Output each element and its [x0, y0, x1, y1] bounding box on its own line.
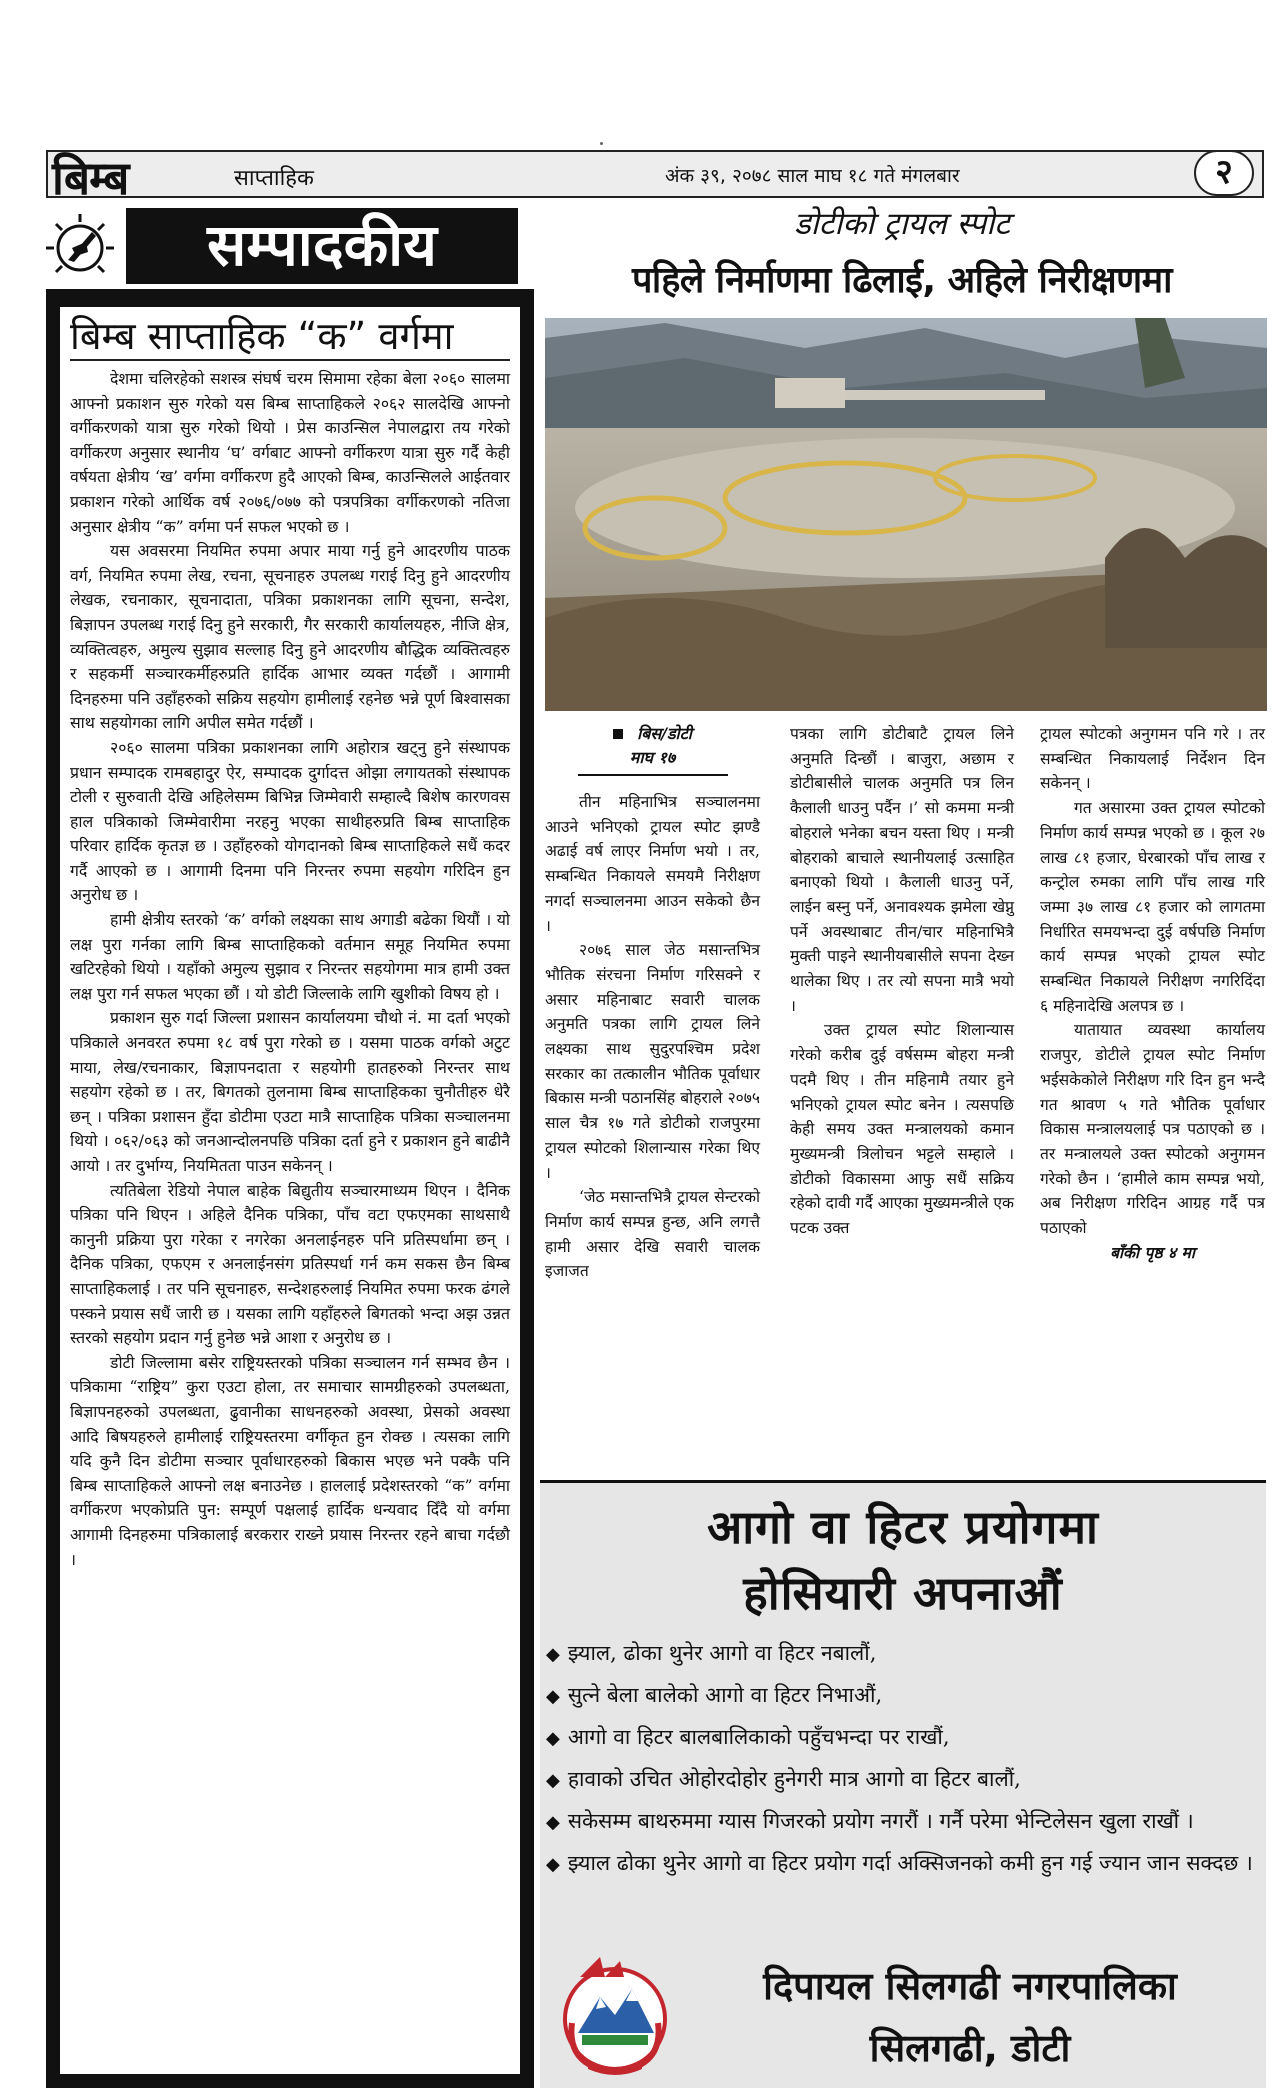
ad-advice-item: ◆ सुत्ने बेला बालेको आगो वा हिटर निभाऔं,: [546, 1675, 1258, 1717]
ad-advice-item: ◆ झ्याल, ढोका थुनेर आगो वा हिटर नबालौं,: [546, 1633, 1258, 1675]
article-paragraph: २०७६ साल जेठ मसान्तभित्र भौतिक संरचना निर्माण गरिसक्ने र असार महिनाबाट सवारी चालक अनुमति पत्रका लागि ट्रायल लिने लक्ष्यका साथ सुदुरपश्चिम प्रदेश सरकार का तत्कालीन भौतिक पूर्वाधार बिकास मन्त्री पठानसिंह बोहराले २०७५ साल चैत्र १७ गते डोटीको राजपुरमा ट्रायल स्पोटको शिलान्यास गरेका थिए ।: [545, 941, 760, 1182]
editorial-header: सम्पादकीय: [126, 208, 518, 284]
ad-organization: दिपायल सिलगढी नगरपालिका: [763, 1964, 1177, 2008]
editorial-paragraph: त्यतिबेला रेडियो नेपाल बाहेक बिद्युतीय सञ्चारमाध्यम थिएन । दैनिक पत्रिका पनि थिएन । अहिले दैनिक पत्रिका, पाँच वटा एफएमका साथसाथै कानुनी प्रक्रिया पुरा गरेका र नगरेका अनलाईनहरु पनि प्रतिस्पर्धामा छन् । दैनिक पत्रिका, एफएम र अनलाईनसंग प्रतिस्पर्धा गर्न कम सकस छैन बिम्ब साप्ताहिकलाई । तर पनि सूचनाहरु, सन्देशहरुलाई नियमित रुपमा फरक ढंगले पस्कने प्रयास सधैं जारी छ । यसका लागि यहाँहरुले बिगतको भन्दा अझ उन्नत स्तरको सहयोग प्रदान गर्नु हुनेछ भन्ने आशा र अनुरोध छ ।: [70, 1180, 510, 1348]
bullet-square-icon: [613, 729, 623, 739]
quill-sun-logo-icon: [42, 208, 118, 284]
ad-advice-item: ◆ आगो वा हिटर बालबालिकाको पहुँचभन्दा पर राखौं,: [546, 1717, 1258, 1759]
editorial-title: बिम्ब साप्ताहिक “क” वर्गमा: [70, 313, 510, 361]
issue-date: अंक ३९, २०७८ साल माघ १८ गते मंगलबार: [665, 165, 960, 187]
page-number: २: [1194, 150, 1254, 196]
article-kicker: डोटीको ट्रायल स्पोट: [794, 206, 1010, 242]
article-byline: [545, 722, 760, 776]
ad-title-line-2: होसियारी अपनाऔं: [743, 1566, 1063, 1620]
editorial-paragraph: २०६० सालमा पत्रिका प्रकाशनका लागि अहोरात्र खट्नु हुने संस्थापक प्रधान सम्पादक रामबहादुर ऐर, सम्पादक दुर्गादत्त ओझा लगायतको संस्थापक टोली र सुरुवाती देखि अहिलेसम्म बिभिन्न जिम्मेवारी सम्हाल्दै बिशेष कारणवस हाल पत्रिकाको जिम्मेवारीमा नरहनु भएका साथीहरुप्रति बिम्ब साप्ताहिक परिवार हार्दिक कृतज्ञ छ । उहाँहरुको योगदानको बिम्ब साप्ताहिकले सधैं कदर गर्दै आएको छ । आगामी दिनमा पनि निरन्तर रुपमा सहयोग गरिदिन हुन अनुरोध छ ।: [70, 737, 510, 905]
safety-notice-ad: [540, 1480, 1266, 2088]
editorial-paragraph: देशमा चलिरहेको सशस्त्र संघर्ष चरम सिमामा रहेका बेला २०६० सालमा आफ्नो प्रकाशन सुरु गरेको यस बिम्ब साप्ताहिकले २०६२ सालदेखि आफ्नो वर्गीकरणको यात्रा सुरु गरेको थियो । प्रेस काउन्सिल नेपालद्वारा तय गरेको वर्गीकरण अनुसार स्थानीय ‘घ’ वर्गबाट आफ्नो वर्गीकरण यात्रा सुरु गर्दै केही वर्षयता क्षेत्रीय ‘ख’ वर्गमा वर्गीकरण हुदै आएको बिम्ब, काउन्सिलले आईतवार प्रकाशन गरेको आर्थिक वर्ष २०७६/०७७ को पत्रपत्रिका वर्गीकरणको नतिजा अनुसार क्षेत्रीय “क” वर्गमा पर्न सफल भएको छ ।: [70, 369, 510, 536]
ad-title-line-1: आगो वा हिटर प्रयोगमा: [707, 1500, 1099, 1554]
ad-advice-item: ◆ हावाको उचित ओहोरदोहोर हुनेगरी मात्र आगो वा हिटर बालौं,: [546, 1759, 1258, 1801]
article-paragraph: तीन महिनाभित्र सञ्चालनमा आउने भनिएको ट्रायल स्पोट झण्डै अढाई वर्ष लाएर निर्माण भयो । तर, सम्बन्धित निकायले समयमै निरीक्षण नगर्दा सञ्चालनमा आउन सकेको छैन ।: [545, 793, 760, 935]
ad-advice-list: [546, 1633, 1258, 1885]
article-paragraph: उक्त ट्रायल स्पोट शिलान्यास गरेको करीब दुई वर्षसम्म बोहरा मन्त्री पदमै थिए । तीन महिनामै तयार हुने भनिएको ट्रायल स्पोट बनेन । त्यसपछि केही समय उक्त मन्त्रालयको कमान मुख्यमन्त्री त्रिलोचन भट्टले सम्हाले । डोटीको विकासमा आफु सधैं सक्रिय रहेको दावी गर्दै आएका मुख्यमन्त्रीले एक पटक उक्त: [790, 1021, 1014, 1238]
byline-rule: [578, 774, 728, 776]
byline-date: माघ १७: [629, 748, 676, 767]
ad-place: सिलगढी, डोटी: [869, 2026, 1071, 2070]
article-column-2: [790, 722, 1014, 1241]
editorial-paragraph: यस अवसरमा नियमित रुपमा अपार माया गर्नु हुने आदरणीय पाठक वर्ग, नियमित रुपमा लेख, रचना, सूचनाहरु उपलब्ध गराई दिनु हुने आदरणीय लेखक, रचनाकार, सूचनादाता, पत्रिका प्रकाशनका लागि सूचना, सन्देश, बिज्ञापन उपलब्ध गराई दिनु हुने सरकारी, गैर सरकारी कार्यालयहरु, नीजि क्षेत्र, व्यक्तित्वहरु, अमुल्य सुझाव सल्लाह दिनु हुने आदरणीय बौद्धिक व्यक्तित्वहरु र सहकर्मी सञ्चारकर्मीहरुप्रति हार्दिक आभार व्यक्त गर्दछौं । आगामी दिनहरुमा पनि उहाँहरुको सक्रिय सहयोग हामीलाई रहनेछ भन्ने पूर्ण बिश्वासका साथ सहयोगका लागि अपील समेत गर्दछौं ।: [70, 541, 510, 733]
municipality-emblem-icon: [560, 1953, 670, 2077]
article-headline: पहिले निर्माणमा ढिलाई, अहिले निरीक्षणमा: [631, 260, 1173, 301]
continued-on-page: बाँकी पृष्ठ ४ मा: [1110, 1242, 1195, 1262]
editorial-paragraph: प्रकाशन सुरु गर्दा जिल्ला प्रशासन कार्यालयमा चौथो नं. मा दर्ता भएको पत्रिकाले अनवरत रुपमा १८ वर्ष पुरा गरेको छ । यसमा पाठक वर्गको अटुट माया, लेख/रचनाकार, बिज्ञापनदाता र सहयोगी हातहरुको निरन्तर साथ सहयोग रहेको छ । तर, बिगतको तुलनामा बिम्ब साप्ताहिकका चुनौतीहरु धेरै छन् । पत्रिका प्रशासन हुँदा डोटीमा एउटा मात्रै साप्ताहिक पत्रिका सञ्चालनमा थियो । ०६२/०६३ को जनआन्दोलनपछि पत्रिका दर्ता हुने र प्रकाशन हुने बाढीनै आयो । तर दुर्भाग्य, नियमितता पाउन सकेनन् ।: [70, 1008, 510, 1175]
editorial-paragraph: हामी क्षेत्रीय स्तरको ‘क’ वर्गको लक्ष्यका साथ अगाडी बढेका थियौं । यो लक्ष पुरा गर्नका लागि बिम्ब साप्ताहिकको वर्तमान समूह नियमित रुपमा खटिरहेको थियो । यहाँको अमुल्य सुझाव र निरन्तर सहयोगमा मात्र हामी उक्त लक्ष पुरा गर्न सफल भएका छौं । यो डोटी जिल्लाके लागि खुशीको विषय हो ।: [70, 910, 510, 1003]
article-paragraph: ‘जेठ मसान्तभित्रै ट्रायल सेन्टरको निर्माण कार्य सम्पन्न हुन्छ, अनि लगत्तै हामी असार देखि सवारी चालक इजाजत: [545, 1188, 760, 1281]
newspaper-subtitle: साप्ताहिक: [234, 166, 314, 191]
article-paragraph: ट्रायल स्पोटको अनुगमन पनि गरे । तर सम्बन्धित निकायलाई निर्देशन दिन सकेनन् ।: [1040, 725, 1265, 793]
trial-spot-photo: [545, 318, 1267, 711]
article-paragraph: गत असारमा उक्त ट्रायल स्पोटको निर्माण कार्य सम्पन्न भएको छ । कूल २७ लाख ८१ हजार, घेरबारको पाँच लाख र कन्ट्रोल रुमका लागि पाँच लाख गरि जम्मा ३७ लाख ८१ हजार को लागतमा निर्धारित समयभन्दा दुई वर्षपछि निर्माण कार्य सम्पन्न भएको ट्रायल स्पोट सम्बन्धित निकायले निरीक्षण नगरिदिंदा ६ महिनादेखि अलपत्र छ ।: [1040, 799, 1265, 1015]
editorial-box: [46, 289, 534, 2088]
print-dot: [600, 142, 603, 145]
ad-advice-item: ◆ झ्याल ढोका थुनेर आगो वा हिटर प्रयोग गर्दा अक्सिजनको कमी हुन गई ज्यान जान सक्दछ ।: [546, 1843, 1258, 1885]
article-column-1: [545, 722, 760, 1284]
article-paragraph: पत्रका लागि डोटीबाटै ट्रायल लिने अनुमति दिन्छौं । बाजुरा, अछाम र डोटीबासीले चालक अनुमति पत्र लिन कैलाली धाउनु पर्दैन ।’ सो कममा मन्त्री बोहराले भनेका बचन यस्ता थिए । मन्त्री बोहराको बाचाले स्थानीयलाई उत्साहित बनाएको थियो । कैलाली धाउनु पर्ने, लाईन बस्नु पर्ने, अनावश्यक झमेला खेप्नु पर्ने अवस्थाबाट तीन/चार महिनाभित्रै मुक्ती पाइने स्थानीयबासीले सपना देख्न थालेका थिए । तर त्यो सपना मात्रै भयो ।: [790, 725, 1014, 1015]
masthead: [46, 150, 1264, 205]
article-paragraph: यातायात व्यवस्था कार्यालय राजपुर, डोटीले ट्रायल स्पोट निर्माण भईसकेकोले निरीक्षण गरि दिन हुन भन्दै गत श्रावण ५ गते भौतिक पूर्वाधार विकास मन्त्रालयलाई पत्र पठाएको छ । तर मन्त्रालयले उक्त स्पोटको अनुगमन गरेको छैन । ‘हामीले काम सम्पन्न भयो, अब निरीक्षण गरिदिन आग्रह गर्दै पत्र पठाएको: [1040, 1021, 1265, 1238]
editorial-inner: [60, 307, 520, 2074]
newspaper-name: बिम्ब: [52, 151, 129, 205]
article-column-3: [1040, 722, 1265, 1265]
byline-place: बिस/डोटी: [637, 724, 692, 743]
editorial-paragraph: डोटी जिल्लामा बसेर राष्ट्रियस्तरको पत्रिका सञ्चालन गर्न सम्भव छैन । पत्रिकामा “राष्ट्रिय” कुरा एउटा होला, तर समाचार सामग्रीहरुको उपलब्धता, बिज्ञापनहरुको उपलब्धता, ढुवानीका साधनहरुको अवस्था, प्रेसको अवस्था आदि बिषयहरुले हामीलाई राष्ट्रियस्तरमा वर्गीकृत हुन रोक्छ । त्यसका लागि यदि कुनै दिन डोटीमा सञ्चार पूर्वाधारहरुको बिकास भएछ भने पक्कै पनि बिम्ब साप्ताहिकले आफ्नो लक्ष बनाउनेछ । हाललाई प्रदेशस्तरको “क” वर्गमा वर्गीकरण भएकोप्रति पुन: सम्पूर्ण पक्षलाई हार्दिक धन्यवाद दिँदै यो वर्गमा आगामी दिनहरुमा पत्रिकालाई बरकरार राख्ने प्रयास निरन्तर रहने बाचा गर्दछौ ।: [70, 1352, 510, 1569]
ad-advice-item: ◆ सकेसम्म बाथरुममा ग्यास गिजरको प्रयोग नगरौं । गर्नै परेमा भेन्टिलेसन खुला राखौं ।: [546, 1801, 1258, 1843]
